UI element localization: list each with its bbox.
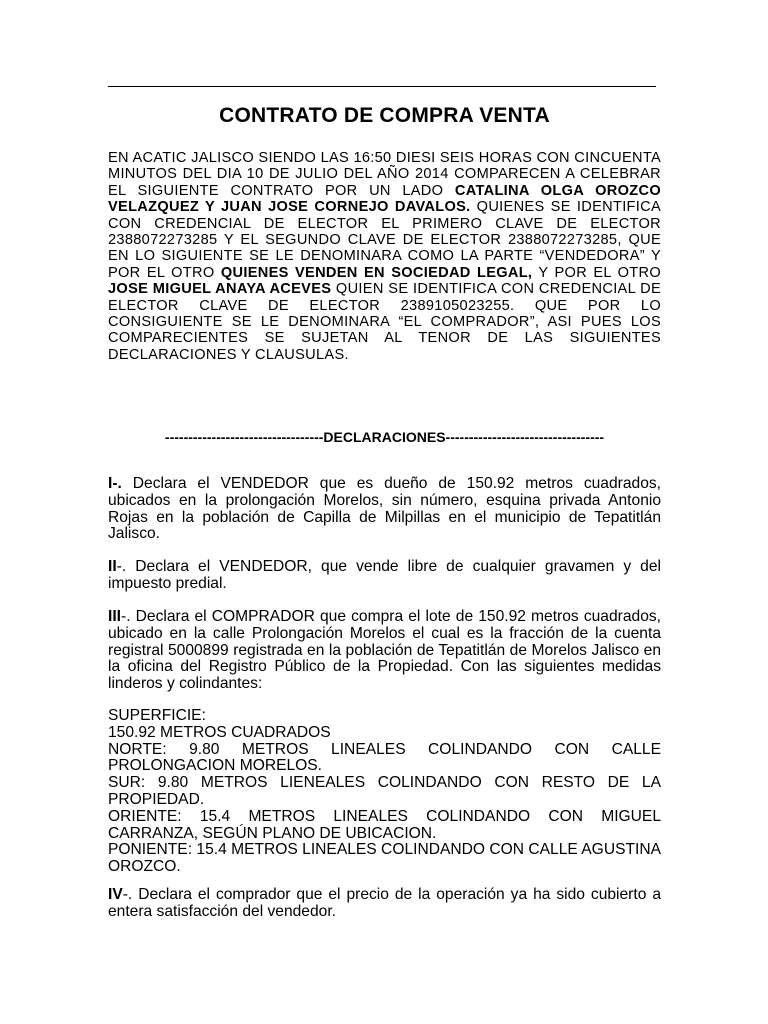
measurement-line: SUPERFICIE: [108, 707, 206, 724]
measurement-line: 150.92 METROS CUADRADOS [108, 723, 331, 741]
intro-text-2: QUIENES SE IDENTIFICA CON CREDENCIAL DE ELECTOR EL PRIMERO CLAVE DE ELECTOR 2388072273285 Y EL SEGUNDO CLAVE DE ELECTOR 2388072273285, QUE EN LO SIGUIENTE SE LE DENOMINARA COMO LA PARTE “VENDEDORA” Y POR EL OTRO [108, 199, 661, 281]
declaration-text: -. Declara el COMPRADOR que compra el lote de 150.92 metros cuadrados, ubicado en la calle Prolongación Morelos el cual es la fracción de la cuenta registral 5000899 registrada en la población de Tepatitlán de Morelos Jalisco en la oficina del Registro Público de la Propiedad. Con las siguientes medidas linderos y colindantes: [108, 608, 661, 693]
measurement-line: NORTE: 9.80 METROS LINEALES COLINDANDO CON CALLE PROLONGACION MORELOS. [108, 740, 661, 775]
intro-text-3: Y POR EL OTRO [532, 264, 662, 281]
declaration-text: -. Declara el comprador que el precio de la operación ya ha sido cubierto a entera satisfacción del vendedor. [108, 886, 661, 920]
sellers-status: QUIENES VENDEN EN SOCIEDAD LEGAL, [220, 264, 533, 281]
buyer-name: JOSE MIGUEL ANAYA ACEVES [108, 281, 332, 298]
declaration-number: IV [108, 886, 123, 903]
declaration-text: -. Declara el VENDEDOR, que vende libre de cualquier gravamen y del impuesto predial. [108, 558, 661, 592]
declaration-number: II [108, 558, 117, 575]
declaration-4 [108, 887, 661, 921]
top-rule [108, 86, 656, 87]
measurements-list [108, 708, 661, 876]
declaration-text: Declara el VENDEDOR que es dueño de 150.92 metros cuadrados, ubicados en la prolongación Morelos, sin número, esquina privada Antonio Rojas en la población de Capilla de Milpillas en el municipio de Tepatitlán Jalisco. [108, 475, 661, 543]
intro-paragraph [108, 150, 661, 363]
declarations-heading: ----------------------------------DECLARACIONES---------------------------------- [164, 429, 605, 445]
declaration-3 [108, 609, 661, 693]
declaration-number: I-. [108, 475, 122, 492]
intro-text-4: QUIEN SE IDENTIFICA CON CREDENCIAL DE ELECTOR CLAVE DE ELECTOR 2389105023255. QUE POR LO CONSIGUIENTE SE LE DENOMINARA “EL COMPRADOR”, ASI PUES LOS COMPARECIENTES SE SUJETAN AL TENOR DE LAS SIGUIENTES DECLARACIONES Y CLAUSULAS. [108, 281, 661, 363]
declaration-1 [108, 476, 661, 543]
intro-text-1: EN ACATIC JALISCO SIENDO LAS 16:50 DIESI SEIS HORAS CON CINCUENTA MINUTOS DEL DIA 10 DE JULIO DEL AÑO 2014 COMPARECEN A CELEBRAR EL SIGUIENTE CONTRATO POR UN LADO [108, 150, 661, 199]
sellers-names: CATALINA OLGA OROZCO VELAZQUEZ Y JUAN JOSE CORNEJO DAVALOS. [108, 182, 661, 216]
measurement-line: SUR: 9.80 METROS LIENEALES COLINDANDO CON RESTO DE LA PROPIEDAD. [108, 774, 661, 808]
document-title: CONTRATO DE COMPRA VENTA [219, 104, 550, 127]
declaration-number: III [108, 608, 121, 625]
measurement-line: PONIENTE: 15.4 METROS LINEALES COLINDANDO CON CALLE AGUSTINA OROZCO. [108, 841, 661, 876]
measurement-line: ORIENTE: 15.4 METROS LINEALES COLINDANDO CON MIGUEL CARRANZA, SEGÚN PLANO DE UBICACION. [108, 807, 661, 842]
declaration-2 [108, 559, 661, 593]
